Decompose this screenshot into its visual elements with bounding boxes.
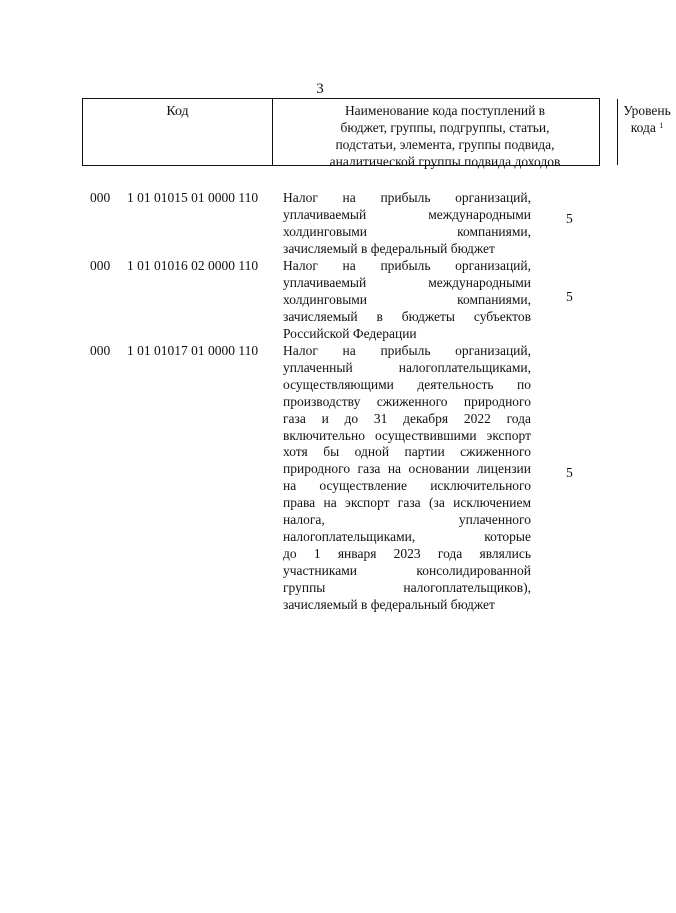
header-code: Код — [83, 99, 273, 165]
level-code: 5 — [566, 211, 573, 226]
name-line: Российской Федерации — [283, 325, 417, 341]
name-line: права на экспорт газа (за исключением — [283, 495, 531, 511]
header-level-text: кода — [630, 120, 656, 135]
header-name-line: бюджет, группы, подгруппы, статьи, — [340, 120, 550, 135]
income-code: 1 01 01017 01 0000 110 — [127, 343, 259, 358]
income-name — [283, 258, 531, 343]
footnote-mark: 1 — [659, 121, 664, 130]
name-line: холдинговыми компаниями, — [283, 291, 531, 307]
header-name-line: аналитической группы подвида доходов — [329, 154, 561, 169]
name-line: на осуществление исключительного — [283, 478, 531, 494]
income-name — [283, 343, 531, 614]
name-line: налогоплательщиками, которые — [283, 528, 531, 544]
name-line: налога, уплаченного — [283, 512, 531, 528]
name-line: уплаченный налогоплательщиками, — [283, 359, 531, 375]
name-line: участниками консолидированной — [283, 562, 531, 578]
table-header — [82, 98, 671, 169]
group-code: 000 — [90, 343, 111, 358]
header-name — [273, 99, 618, 169]
name-line: Налог на прибыль организаций, — [283, 190, 531, 205]
header-level-line1: Уровень — [623, 103, 671, 118]
name-line: осуществляющими деятельность по — [283, 376, 531, 392]
name-line: уплачиваемый международными — [283, 274, 531, 290]
name-line: зачисляемый в федеральный бюджет — [283, 596, 495, 612]
header-name-line: Наименование кода поступлений в — [344, 103, 546, 118]
name-line: зачисляемый в федеральный бюджет — [283, 240, 495, 256]
name-line: зачисляемый в бюджеты субъектов — [283, 308, 531, 324]
group-code: 000 — [90, 258, 111, 273]
name-line: Налог на прибыль организаций, — [283, 258, 531, 273]
name-line: до 1 января 2023 года являлись — [283, 545, 531, 561]
level-code: 5 — [566, 465, 573, 480]
name-line: хотя бы одной партии сжиженного — [283, 444, 531, 460]
name-line: включительно осуществившими экспорт — [283, 427, 531, 443]
group-code: 000 — [90, 190, 111, 205]
income-code: 1 01 01015 01 0000 110 — [127, 190, 259, 205]
income-code: 1 01 01016 02 0000 110 — [127, 258, 259, 273]
page-number: 3 — [316, 81, 324, 97]
name-line: природного газа на основании лицензии — [283, 461, 531, 477]
name-line: уплачиваемый международными — [283, 206, 531, 222]
level-code: 5 — [566, 289, 573, 304]
header-level-line2 — [618, 119, 676, 136]
name-line: газа и до 31 декабря 2022 года — [283, 410, 531, 426]
name-line: Налог на прибыль организаций, — [283, 343, 531, 358]
name-line: холдинговыми компаниями, — [283, 223, 531, 239]
name-line: группы налогоплательщиков), — [283, 579, 531, 595]
name-line: производству сжиженного природного — [283, 393, 531, 409]
income-name — [283, 190, 531, 258]
header-level — [618, 99, 676, 165]
header-name-line: подстатьи, элемента, группы подвида, — [335, 137, 555, 152]
